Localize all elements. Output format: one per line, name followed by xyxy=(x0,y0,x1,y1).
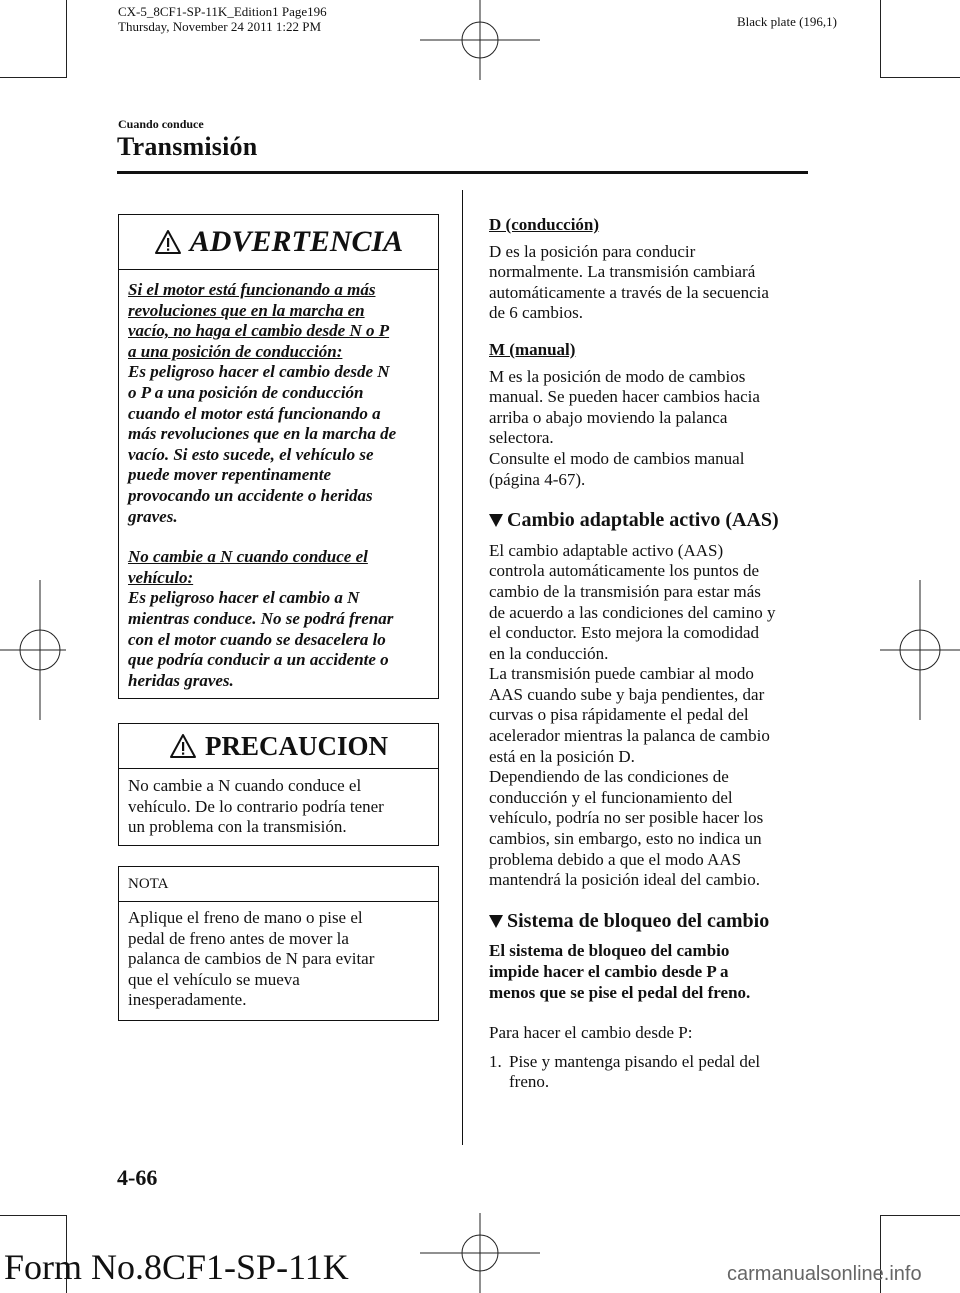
text-line: que el vehículo se mueva xyxy=(128,969,300,989)
text-line: Es peligroso hacer el cambio a N xyxy=(128,588,360,608)
plate-label: Black plate (196,1) xyxy=(737,14,837,29)
m-heading: M (manual) xyxy=(489,339,576,359)
text-line: está en la posición D. xyxy=(489,746,635,766)
warning-item1-title xyxy=(128,280,430,362)
text-line: un problema con la transmisión. xyxy=(128,817,347,837)
text-line: selectora. xyxy=(489,428,554,448)
registration-mark-top xyxy=(420,0,540,80)
page-number: 4-66 xyxy=(117,1165,158,1190)
column-divider xyxy=(462,190,463,1145)
warning-item1-body xyxy=(128,362,430,527)
text-line: acelerador mientras la palanca de cambio xyxy=(489,726,770,746)
text-line: más revoluciones que en la marcha de xyxy=(128,424,397,444)
section-label: Cuando conduce xyxy=(118,117,204,131)
text-line: o P a una posición de conducción xyxy=(128,382,364,402)
warning-heading: ADVERTENCIA xyxy=(189,225,404,258)
text-line: vehículo: xyxy=(128,567,194,587)
text-line: que podría conducir a un accidente o xyxy=(128,650,389,670)
text-line: graves. xyxy=(128,506,178,526)
warning-item2-title xyxy=(128,547,430,588)
shift-lock-bold-paragraph xyxy=(489,941,819,1003)
text-line: impide hacer el cambio desde P a xyxy=(489,962,729,981)
section-triangle-icon xyxy=(489,915,503,928)
crop-mark xyxy=(0,1215,66,1216)
text-line: Consulte el modo de cambios manual xyxy=(489,448,745,468)
warning-box xyxy=(118,214,439,699)
text-line: No cambie a N cuando conduce el xyxy=(128,547,368,567)
text-line: AAS cuando sube y baja pendientes, dar xyxy=(489,684,765,704)
text-line: el conductor. Esto mejora la comodidad xyxy=(489,623,760,643)
text-line: D es la posición para conducir xyxy=(489,241,696,261)
text-line: inesperadamente. xyxy=(128,990,247,1010)
text-line: problema debido a que el modo AAS xyxy=(489,849,742,869)
text-line: a una posición de conducción: xyxy=(128,341,343,361)
warning-header xyxy=(119,215,438,270)
form-number: Form No.8CF1-SP-11K xyxy=(4,1247,349,1287)
warning-item2-body xyxy=(128,588,430,691)
warning-triangle-icon xyxy=(154,229,182,255)
crop-mark xyxy=(880,1215,960,1216)
text-line: Aplique el freno de mano o pise el xyxy=(128,908,363,927)
text-line: puede mover repentinamente xyxy=(128,465,332,485)
print-job-info xyxy=(118,4,327,34)
caution-box xyxy=(118,723,439,846)
step-number: 1. xyxy=(489,1051,502,1071)
step-text xyxy=(509,1052,760,1093)
text-line: en la conducción. xyxy=(489,643,609,663)
text-line: arriba o abajo moviendo la palanca xyxy=(489,407,728,427)
text-line: M es la posición de modo de cambios xyxy=(489,366,746,386)
caution-header xyxy=(119,724,438,769)
text-line: normalmente. La transmisión cambiará xyxy=(489,262,756,282)
watermark: carmanualsonline.info xyxy=(727,1263,922,1285)
text-line: menos que se pise el pedal del freno. xyxy=(489,982,751,1002)
text-line: vehículo, podría no ser posible hacer los xyxy=(489,808,764,828)
aas-paragraph xyxy=(489,541,819,891)
text-line: pedal de freno antes de mover la xyxy=(128,928,349,948)
text-line: de 6 cambios. xyxy=(489,303,583,323)
page-title: Transmisión xyxy=(117,132,258,161)
crop-mark xyxy=(880,0,881,78)
crop-mark xyxy=(880,77,960,78)
text-line: (página 4-67). xyxy=(489,469,586,489)
d-paragraph xyxy=(489,242,819,324)
text-line: conducción y el funcionamiento del xyxy=(489,787,733,807)
caution-triangle-icon xyxy=(169,733,197,759)
registration-mark-bottom xyxy=(420,1213,540,1293)
text-line: controla automáticamente los puntos de xyxy=(489,561,760,581)
text-line: curvas o pisa rápidamente el pedal del xyxy=(489,705,749,725)
text-line: Si el motor está funcionando a más xyxy=(128,280,376,299)
note-heading: NOTA xyxy=(128,875,169,892)
text-line: Es peligroso hacer el cambio desde N xyxy=(128,362,390,382)
text-line: vacío. Si esto sucede, el vehículo se xyxy=(128,444,374,464)
text-line: vehículo. De lo contrario podría tener xyxy=(128,796,384,816)
registration-mark-left xyxy=(0,580,66,720)
d-heading: D (conducción) xyxy=(489,215,600,234)
text-line: cuando el motor está funcionando a xyxy=(128,403,381,423)
shift-lock-heading-text: Sistema de bloqueo del cambio xyxy=(507,909,770,932)
text-line: manual. Se pueden hacer cambios hacia xyxy=(489,387,760,407)
text-line: El cambio adaptable activo (AAS) xyxy=(489,540,724,560)
text-line: La transmisión puede cambiar al modo xyxy=(489,664,754,684)
text-line: provocando un accidente o heridas xyxy=(128,485,373,505)
section-triangle-icon xyxy=(489,514,503,527)
text-line: palanca de cambios de N para evitar xyxy=(128,949,375,969)
caution-content xyxy=(119,769,438,838)
text-line: Pise y mantenga pisando el pedal del xyxy=(509,1051,761,1071)
print-job-line1: CX-5_8CF1-SP-11K_Edition1 Page196 xyxy=(118,4,327,19)
text-line: cambio de la transmisión para estar más xyxy=(489,581,761,601)
text-line: freno. xyxy=(509,1072,550,1092)
crop-mark xyxy=(0,77,66,78)
title-rule xyxy=(117,171,808,174)
text-line: vacío, no haga el cambio desde N o P xyxy=(128,321,390,341)
shift-lock-heading xyxy=(489,911,819,932)
print-job-line2: Thursday, November 24 2011 1:22 PM xyxy=(118,19,322,34)
shift-from-p-text: Para hacer el cambio desde P: xyxy=(489,1023,693,1043)
caution-heading: PRECAUCION xyxy=(204,730,388,761)
text-line: mantendrá la posición ideal del cambio. xyxy=(489,870,760,890)
note-content xyxy=(119,902,438,1011)
warning-content xyxy=(119,270,438,691)
right-column xyxy=(489,215,819,1093)
text-line: de acuerdo a las condiciones del camino y xyxy=(489,602,776,622)
text-line: revoluciones que en la marcha en xyxy=(128,300,365,320)
text-line: mientras conduce. No se podrá frenar xyxy=(128,608,394,628)
text-line: automáticamente a través de la secuencia xyxy=(489,282,769,302)
text-line: El sistema de bloqueo del cambio xyxy=(489,941,730,961)
aas-heading xyxy=(489,510,819,531)
m-paragraph xyxy=(489,367,819,491)
step-1 xyxy=(489,1052,819,1093)
text-line: cambios, sin embargo, esto no indica un xyxy=(489,829,762,849)
text-line: con el motor cuando se desacelera lo xyxy=(128,629,386,649)
text-line: heridas graves. xyxy=(128,670,234,690)
note-header xyxy=(119,867,438,902)
text-line: No cambie a N cuando conduce el xyxy=(128,776,362,795)
text-line: Dependiendo de las condiciones de xyxy=(489,767,729,787)
note-box xyxy=(118,866,439,1021)
crop-mark xyxy=(66,0,67,78)
aas-heading-text: Cambio adaptable activo (AAS) xyxy=(507,509,779,532)
registration-mark-right xyxy=(880,580,960,720)
